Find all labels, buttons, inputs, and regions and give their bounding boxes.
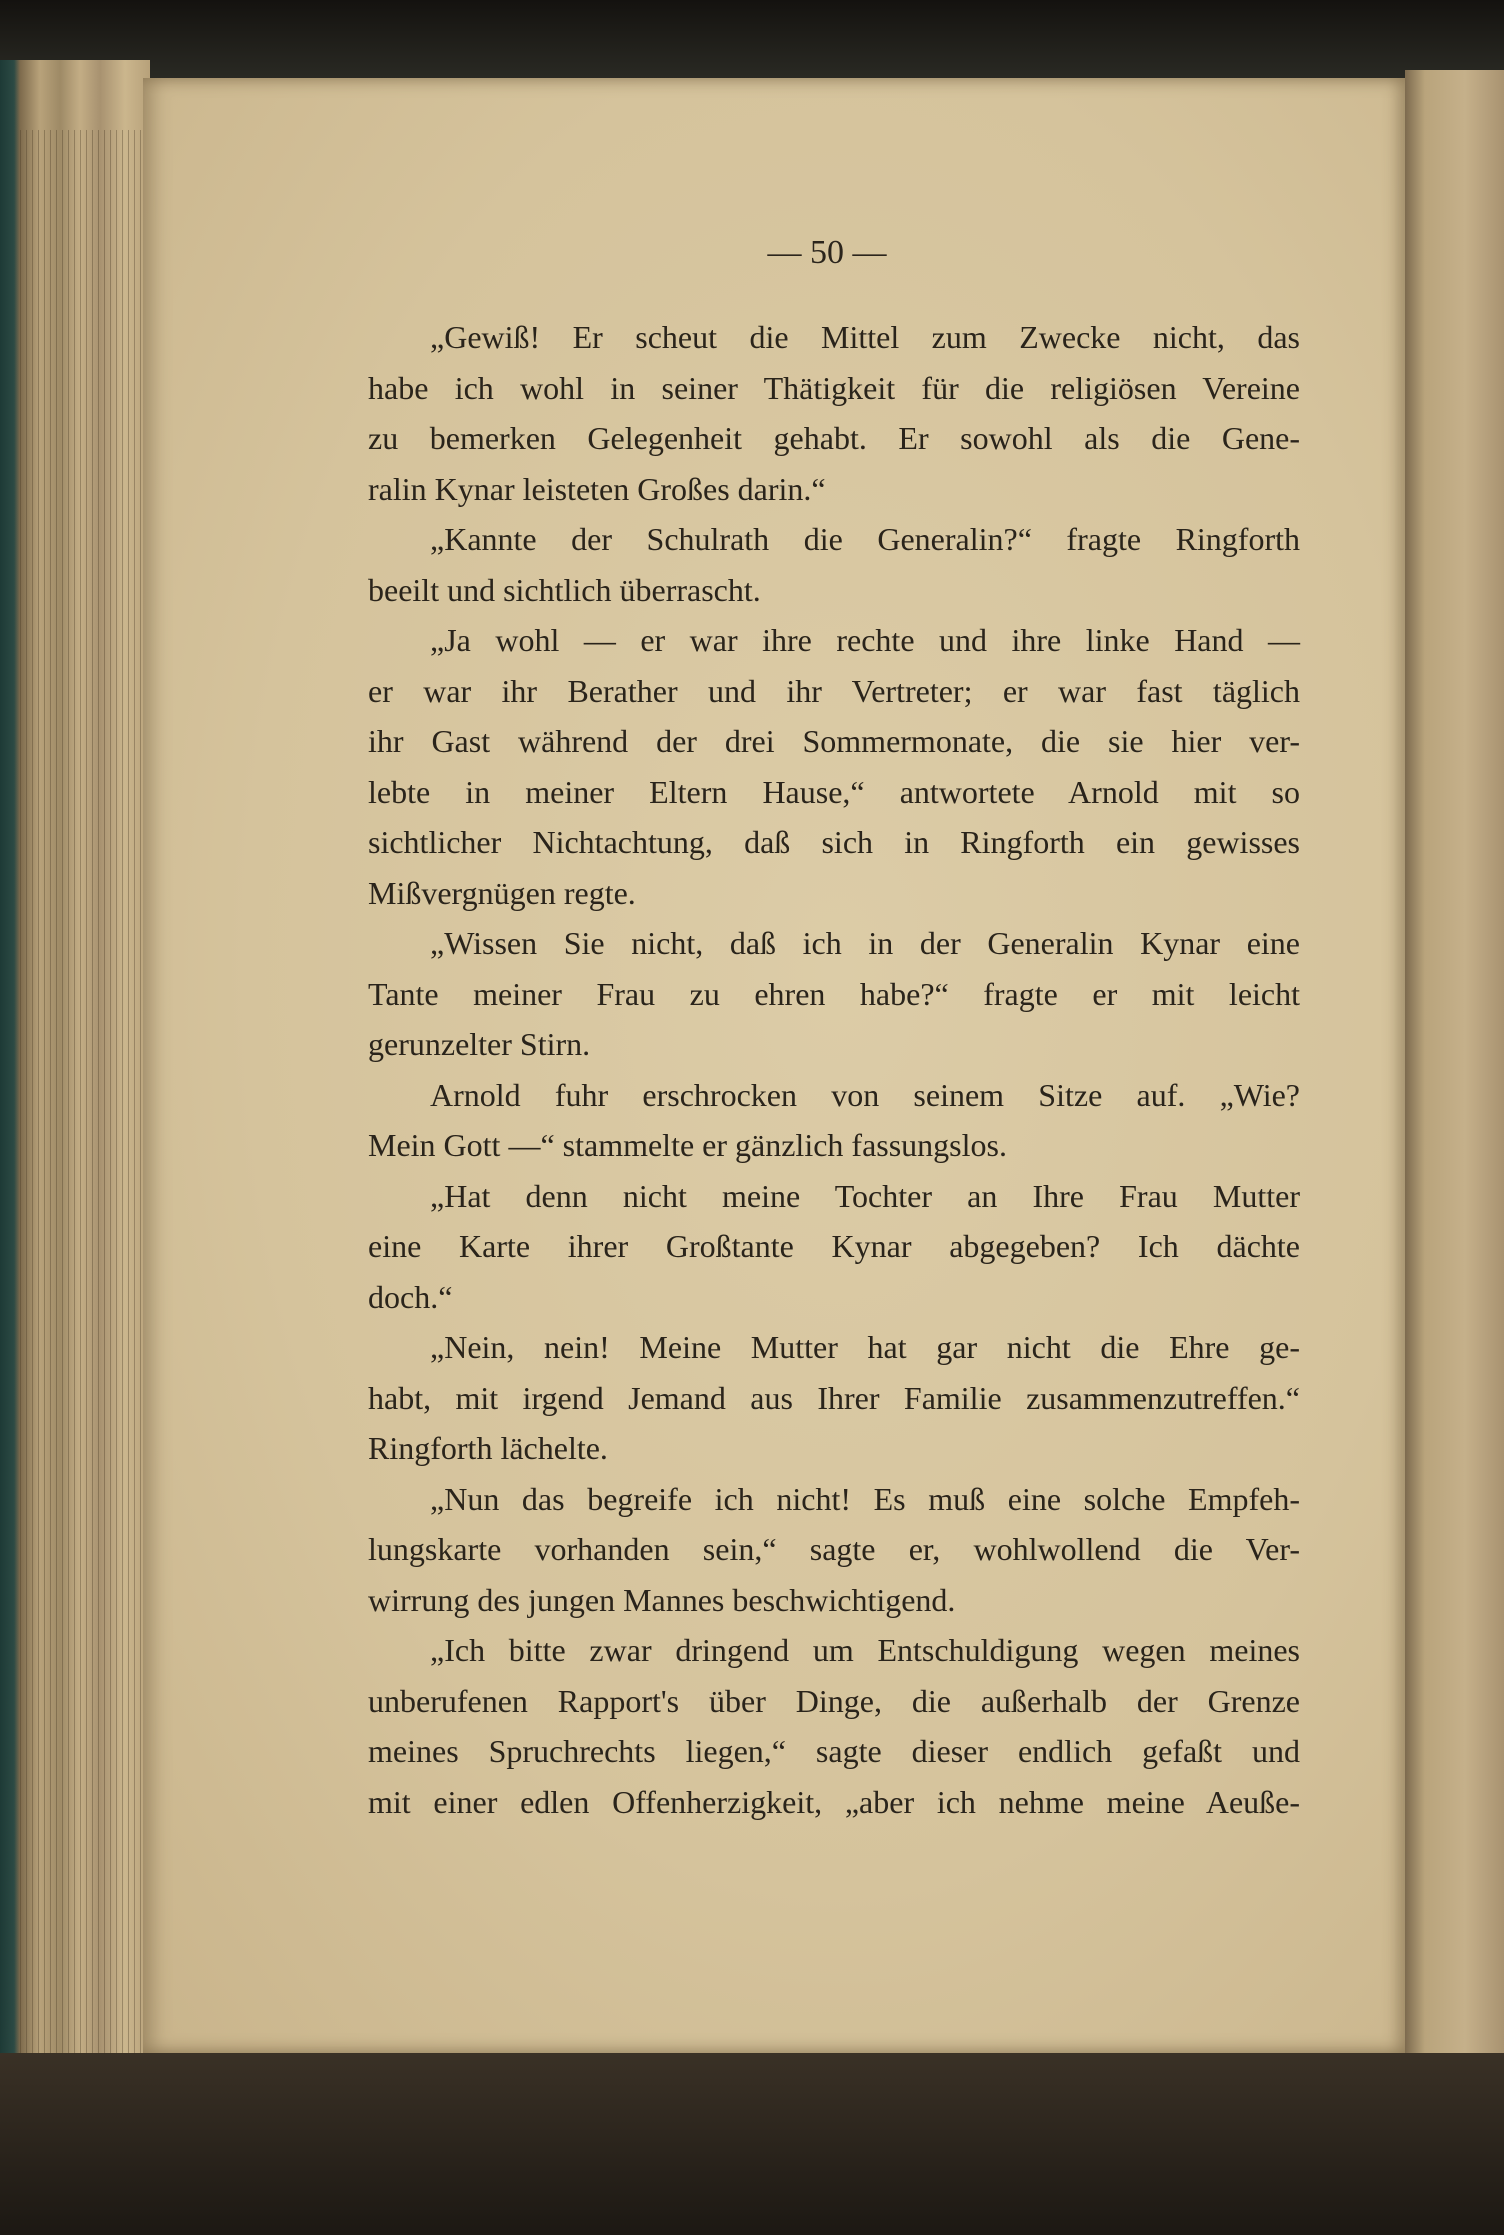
text-line: habe ich wohl in seiner Thätigkeit für die religiösen Vereine (368, 369, 1300, 406)
paragraph (368, 312, 1300, 514)
text-line: Arnold fuhr erschrocken von seinem Sitze auf. „Wie? (430, 1076, 1300, 1113)
text-line: ihr Gast während der drei Sommermonate, die sie hier ver- (368, 723, 1300, 759)
paragraph (368, 1171, 1300, 1323)
text-line: habt, mit irgend Jemand aus Ihrer Familie zusammenzutreffen.“ (368, 1379, 1300, 1416)
paragraph (368, 1474, 1300, 1626)
text-line: zu bemerken Gelegenheit gehabt. Er sowohl als die Gene- (368, 420, 1300, 456)
book-top-edge (0, 0, 1504, 80)
paragraph (368, 615, 1300, 918)
text-line: Ringforth lächelte. (368, 1430, 608, 1466)
paragraph (368, 514, 1300, 615)
text-line: „Wissen Sie nicht, daß ich in der Generalin Kynar eine (430, 925, 1300, 961)
text-line: Tante meiner Frau zu ehren habe?“ fragte er mit leicht (368, 975, 1300, 1012)
text-line: „Hat denn nicht meine Tochter an Ihre Frau Mutter (430, 1177, 1300, 1214)
page-number: — 50 — (767, 234, 887, 271)
paragraph (368, 1625, 1300, 1827)
body-text (368, 312, 1300, 1827)
text-line: unberufenen Rapport's über Dinge, die außerhalb der Grenze (368, 1682, 1300, 1719)
text-line: „Ja wohl — er war ihre rechte und ihre linke Hand — (430, 622, 1300, 658)
text-line: „Kannte der Schulrath die Generalin?“ fragte Ringforth (430, 521, 1300, 557)
paragraph (368, 918, 1300, 1070)
text-line: mit einer edlen Offenherzigkeit, „aber ich nehme meine Aeuße- (368, 1783, 1300, 1820)
text-line: sichtlicher Nichtachtung, daß sich in Ringforth ein gewisses (368, 824, 1300, 860)
text-line: lebte in meiner Eltern Hause,“ antwortete Arnold mit so (368, 773, 1300, 810)
text-line: beeilt und sichtlich überrascht. (368, 571, 761, 608)
book-bottom-edge (0, 2053, 1504, 2235)
text-line: „Nein, nein! Meine Mutter hat gar nicht die Ehre ge- (430, 1329, 1300, 1365)
text-line: wirrung des jungen Mannes beschwichtigend. (368, 1581, 956, 1618)
paragraph (368, 1070, 1300, 1171)
paragraph (368, 1322, 1300, 1474)
text-line: lungskarte vorhanden sein,“ sagte er, wohlwollend die Ver- (368, 1531, 1300, 1567)
page-stack-left (0, 60, 150, 2160)
text-line: „Nun das begreife ich nicht! Es muß eine solche Empfeh- (430, 1480, 1300, 1517)
next-page-edge (1405, 70, 1504, 2070)
text-line: eine Karte ihrer Großtante Kynar abgegeben? Ich dächte (368, 1228, 1300, 1264)
text-line: doch.“ (368, 1278, 453, 1315)
text-line: er war ihr Berather und ihr Vertreter; er war fast täglich (368, 672, 1300, 709)
text-line: meines Spruchrechts liegen,“ sagte dieser endlich gefaßt und (368, 1733, 1300, 1769)
text-line: „Gewiß! Er scheut die Mittel zum Zwecke nicht, das (430, 319, 1300, 355)
text-line: Mein Gott —“ stammelte er gänzlich fassungslos. (368, 1127, 1007, 1163)
text-line: „Ich bitte zwar dringend um Entschuldigung wegen meines (430, 1632, 1300, 1668)
page-edges (20, 130, 150, 2210)
text-line: ralin Kynar leisteten Großes darin.“ (368, 470, 826, 507)
text-line: Mißvergnügen regte. (368, 874, 636, 911)
text-line: gerunzelter Stirn. (368, 1026, 591, 1062)
